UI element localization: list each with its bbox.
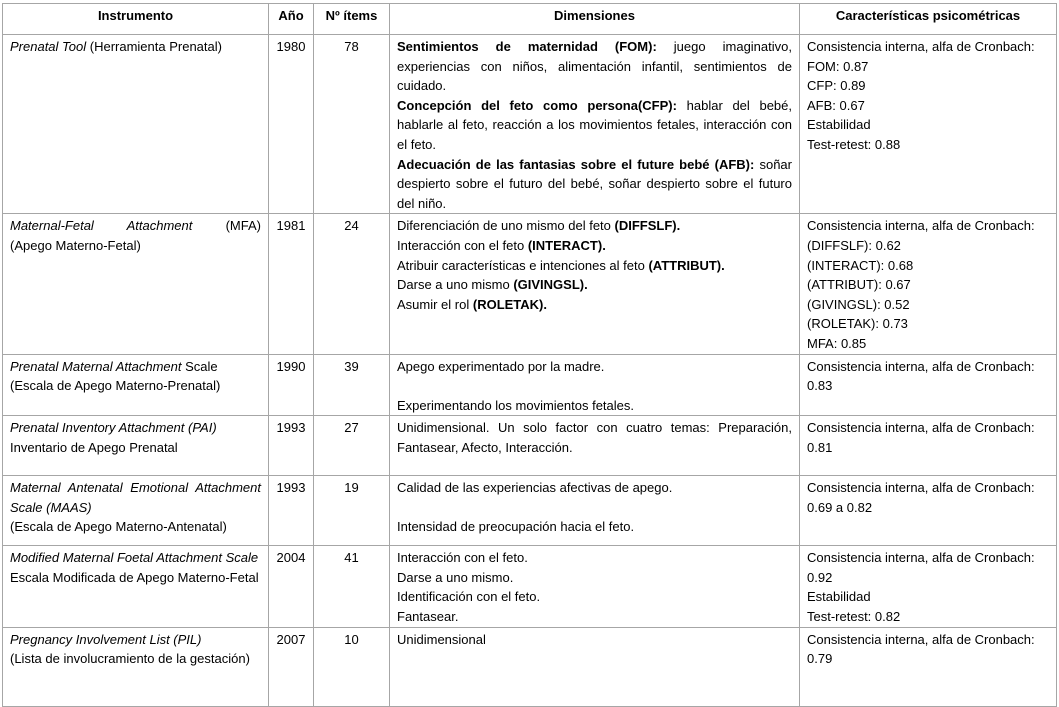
instrument-translation: (Apego Materno-Fetal)	[10, 237, 141, 253]
psychometric-line: MFA: 0.85	[807, 335, 867, 351]
dimension-label: (ATTRIBUT).	[648, 257, 725, 273]
instrument-translation: (Escala de Apego Materno-Prenatal)	[10, 378, 221, 394]
psychometric-line: Consistencia interna, alfa de Cronbach:	[807, 550, 1035, 566]
instrument-translation: Inventario de Apego Prenatal	[10, 439, 178, 455]
dimension-text: Interacción con el feto	[397, 237, 528, 253]
psychometric-line: Consistencia interna, alfa de Cronbach:	[807, 420, 1035, 436]
dimension-label: (DIFFSLF).	[614, 218, 681, 234]
dimension-text: hablar del bebé, hablarle al feto, reacción a los movimientos fetales, interacción con el feto.	[397, 97, 792, 152]
instrument-name: Prenatal Maternal Attachment	[10, 358, 182, 374]
dimension-text: Unidimensional. Un solo factor con cuatro temas: Preparación, Fantasear, Afecto, Interacción.	[397, 420, 792, 455]
dimension-label: (GIVINGSL).	[513, 277, 588, 293]
dimension-item	[397, 295, 792, 315]
dimension-item	[397, 37, 792, 96]
dimension-text: Experimentando los movimientos fetales.	[397, 397, 635, 413]
dimensions-cell	[390, 354, 800, 416]
psychometric-line: Test-retest: 0.88	[807, 136, 901, 152]
dimensions-cell	[390, 35, 800, 214]
psychometric-line: (DIFFSLF): 0.62	[807, 237, 901, 253]
psychometric-line: 0.69 a 0.82	[807, 499, 873, 515]
year-cell: 1980	[269, 35, 314, 214]
instrument-abbrev: (MFA)	[192, 218, 261, 234]
psychometric-line: Consistencia interna, alfa de Cronbach:	[807, 480, 1035, 496]
psychometric-line: Estabilidad	[807, 589, 871, 605]
year-cell: 1993	[269, 416, 314, 476]
instrument-name: Maternal Antenatal Emotional Attachment Scale (MAAS)	[10, 480, 261, 515]
dimension-item	[397, 275, 792, 295]
dimension-label: Concepción del feto como persona(CFP):	[397, 97, 677, 113]
dimension-text: soñar despierto sobre el futuro del bebé, soñar despierto sobre el futuro del niño.	[397, 156, 792, 211]
instrument-translation: (Escala de Apego Materno-Antenatal)	[10, 519, 227, 535]
header-psicometricas: Características psicométricas	[800, 4, 1057, 35]
psychometrics-cell	[800, 416, 1057, 476]
psychometric-line: Consistencia interna, alfa de Cronbach:	[807, 631, 1035, 647]
dimensions-cell	[390, 214, 800, 354]
dimension-spacer	[397, 376, 792, 396]
dimension-item	[397, 96, 792, 155]
dimension-text: Atribuir características e intenciones al feto	[397, 257, 649, 273]
psychometrics-cell	[800, 214, 1057, 354]
year-cell: 1990	[269, 354, 314, 416]
psychometric-line: 0.79	[807, 651, 833, 667]
dimension-text: Calidad de las experiencias afectivas de apego.	[397, 480, 673, 496]
table-row	[3, 214, 1057, 354]
psychometrics-cell	[800, 546, 1057, 627]
table-row	[3, 476, 1057, 546]
psychometric-line: Consistencia interna, alfa de Cronbach:	[807, 358, 1035, 374]
instrument-name: Prenatal Tool	[10, 39, 87, 54]
header-items: Nº ítems	[314, 4, 390, 35]
dimension-text: Interacción con el feto.	[397, 550, 528, 566]
dimensions-cell	[390, 627, 800, 706]
items-cell: 39	[314, 354, 390, 416]
dimension-text: Asumir el rol	[397, 296, 473, 312]
dimension-item	[397, 236, 792, 256]
psychometrics-cell	[800, 35, 1057, 214]
dimension-spacer	[397, 498, 792, 518]
instrument-name-line	[10, 216, 261, 236]
items-cell: 19	[314, 476, 390, 546]
dimension-label: Adecuación de las fantasias sobre el future bebé (AFB):	[397, 156, 755, 172]
psychometric-line: 0.81	[807, 439, 833, 455]
psychometric-line: (ATTRIBUT): 0.67	[807, 277, 911, 293]
psychometrics-cell	[800, 627, 1057, 706]
dimension-item	[397, 216, 792, 236]
dimension-label: Sentimientos de maternidad (FOM):	[397, 39, 657, 54]
dimension-item	[397, 256, 792, 276]
header-row	[3, 4, 1057, 35]
dimension-text: Apego experimentado por la madre.	[397, 358, 605, 374]
items-cell: 27	[314, 416, 390, 476]
psychometric-line: CFP: 0.89	[807, 78, 866, 94]
dimension-text: Fantasear.	[397, 609, 459, 625]
instrument-name: Maternal-Fetal Attachment	[10, 218, 193, 234]
psychometric-line: (INTERACT): 0.68	[807, 257, 914, 273]
instrument-cell	[3, 627, 269, 706]
year-cell: 1993	[269, 476, 314, 546]
dimensions-cell	[390, 546, 800, 627]
table-row	[3, 35, 1057, 214]
instrument-cell	[3, 354, 269, 416]
instrument-translation: Escala Modificada de Apego Materno-Fetal	[10, 569, 259, 585]
items-cell: 41	[314, 546, 390, 627]
psychometric-line: (GIVINGSL): 0.52	[807, 296, 910, 312]
dimension-text: Darse a uno mismo	[397, 277, 514, 293]
dimension-text: Darse a uno mismo.	[397, 569, 514, 585]
dimension-text: Unidimensional	[397, 631, 486, 647]
instruments-table	[2, 3, 1057, 707]
psychometrics-cell	[800, 354, 1057, 416]
instrument-name-rest: Scale	[181, 358, 218, 374]
items-cell: 78	[314, 35, 390, 214]
dimension-label: (INTERACT).	[527, 237, 606, 253]
table-row	[3, 416, 1057, 476]
instrument-name: Modified Maternal Foetal Attachment Scale	[10, 550, 259, 566]
instrument-cell	[3, 476, 269, 546]
psychometric-line: 0.92	[807, 569, 833, 585]
instrument-cell	[3, 546, 269, 627]
dimension-label: (ROLETAK).	[472, 296, 547, 312]
psychometric-line: Estabilidad	[807, 117, 871, 133]
instrument-name: Pregnancy Involvement List (PIL)	[10, 631, 202, 647]
year-cell: 2007	[269, 627, 314, 706]
dimension-text: juego imaginativo, experiencias con niños, alimentación infantil, sentimientos de cuidado.	[397, 39, 792, 94]
header-dimensiones: Dimensiones	[390, 4, 800, 35]
psychometric-line: Consistencia interna, alfa de Cronbach:	[807, 218, 1035, 234]
instrument-cell	[3, 214, 269, 354]
header-instrumento: Instrumento	[3, 4, 269, 35]
instrument-translation: (Lista de involucramiento de la gestación)	[10, 651, 250, 667]
year-cell: 1981	[269, 214, 314, 354]
instrument-name: Prenatal Inventory Attachment (PAI)	[10, 420, 217, 436]
psychometric-line: Consistencia interna, alfa de Cronbach:	[807, 39, 1035, 54]
dimension-text: Identificación con el feto.	[397, 589, 541, 605]
psychometric-line: 0.83	[807, 378, 833, 394]
dimension-text: Intensidad de preocupación hacia el feto.	[397, 519, 635, 535]
dimensions-cell	[390, 476, 800, 546]
psychometrics-cell	[800, 476, 1057, 546]
instrument-cell	[3, 416, 269, 476]
psychometric-line: FOM: 0.87	[807, 58, 869, 74]
year-cell: 2004	[269, 546, 314, 627]
header-anio: Año	[269, 4, 314, 35]
dimension-text: Diferenciación de uno mismo del feto	[397, 218, 615, 234]
psychometric-line: Test-retest: 0.82	[807, 609, 901, 625]
instrument-translation: (Herramienta Prenatal)	[86, 39, 222, 54]
table-row	[3, 546, 1057, 627]
items-cell: 10	[314, 627, 390, 706]
dimensions-cell	[390, 416, 800, 476]
dimension-item	[397, 155, 792, 214]
psychometric-line: (ROLETAK): 0.73	[807, 316, 908, 332]
instrument-cell	[3, 35, 269, 214]
table-row	[3, 627, 1057, 706]
table-row	[3, 354, 1057, 416]
items-cell: 24	[314, 214, 390, 354]
psychometric-line: AFB: 0.67	[807, 97, 865, 113]
